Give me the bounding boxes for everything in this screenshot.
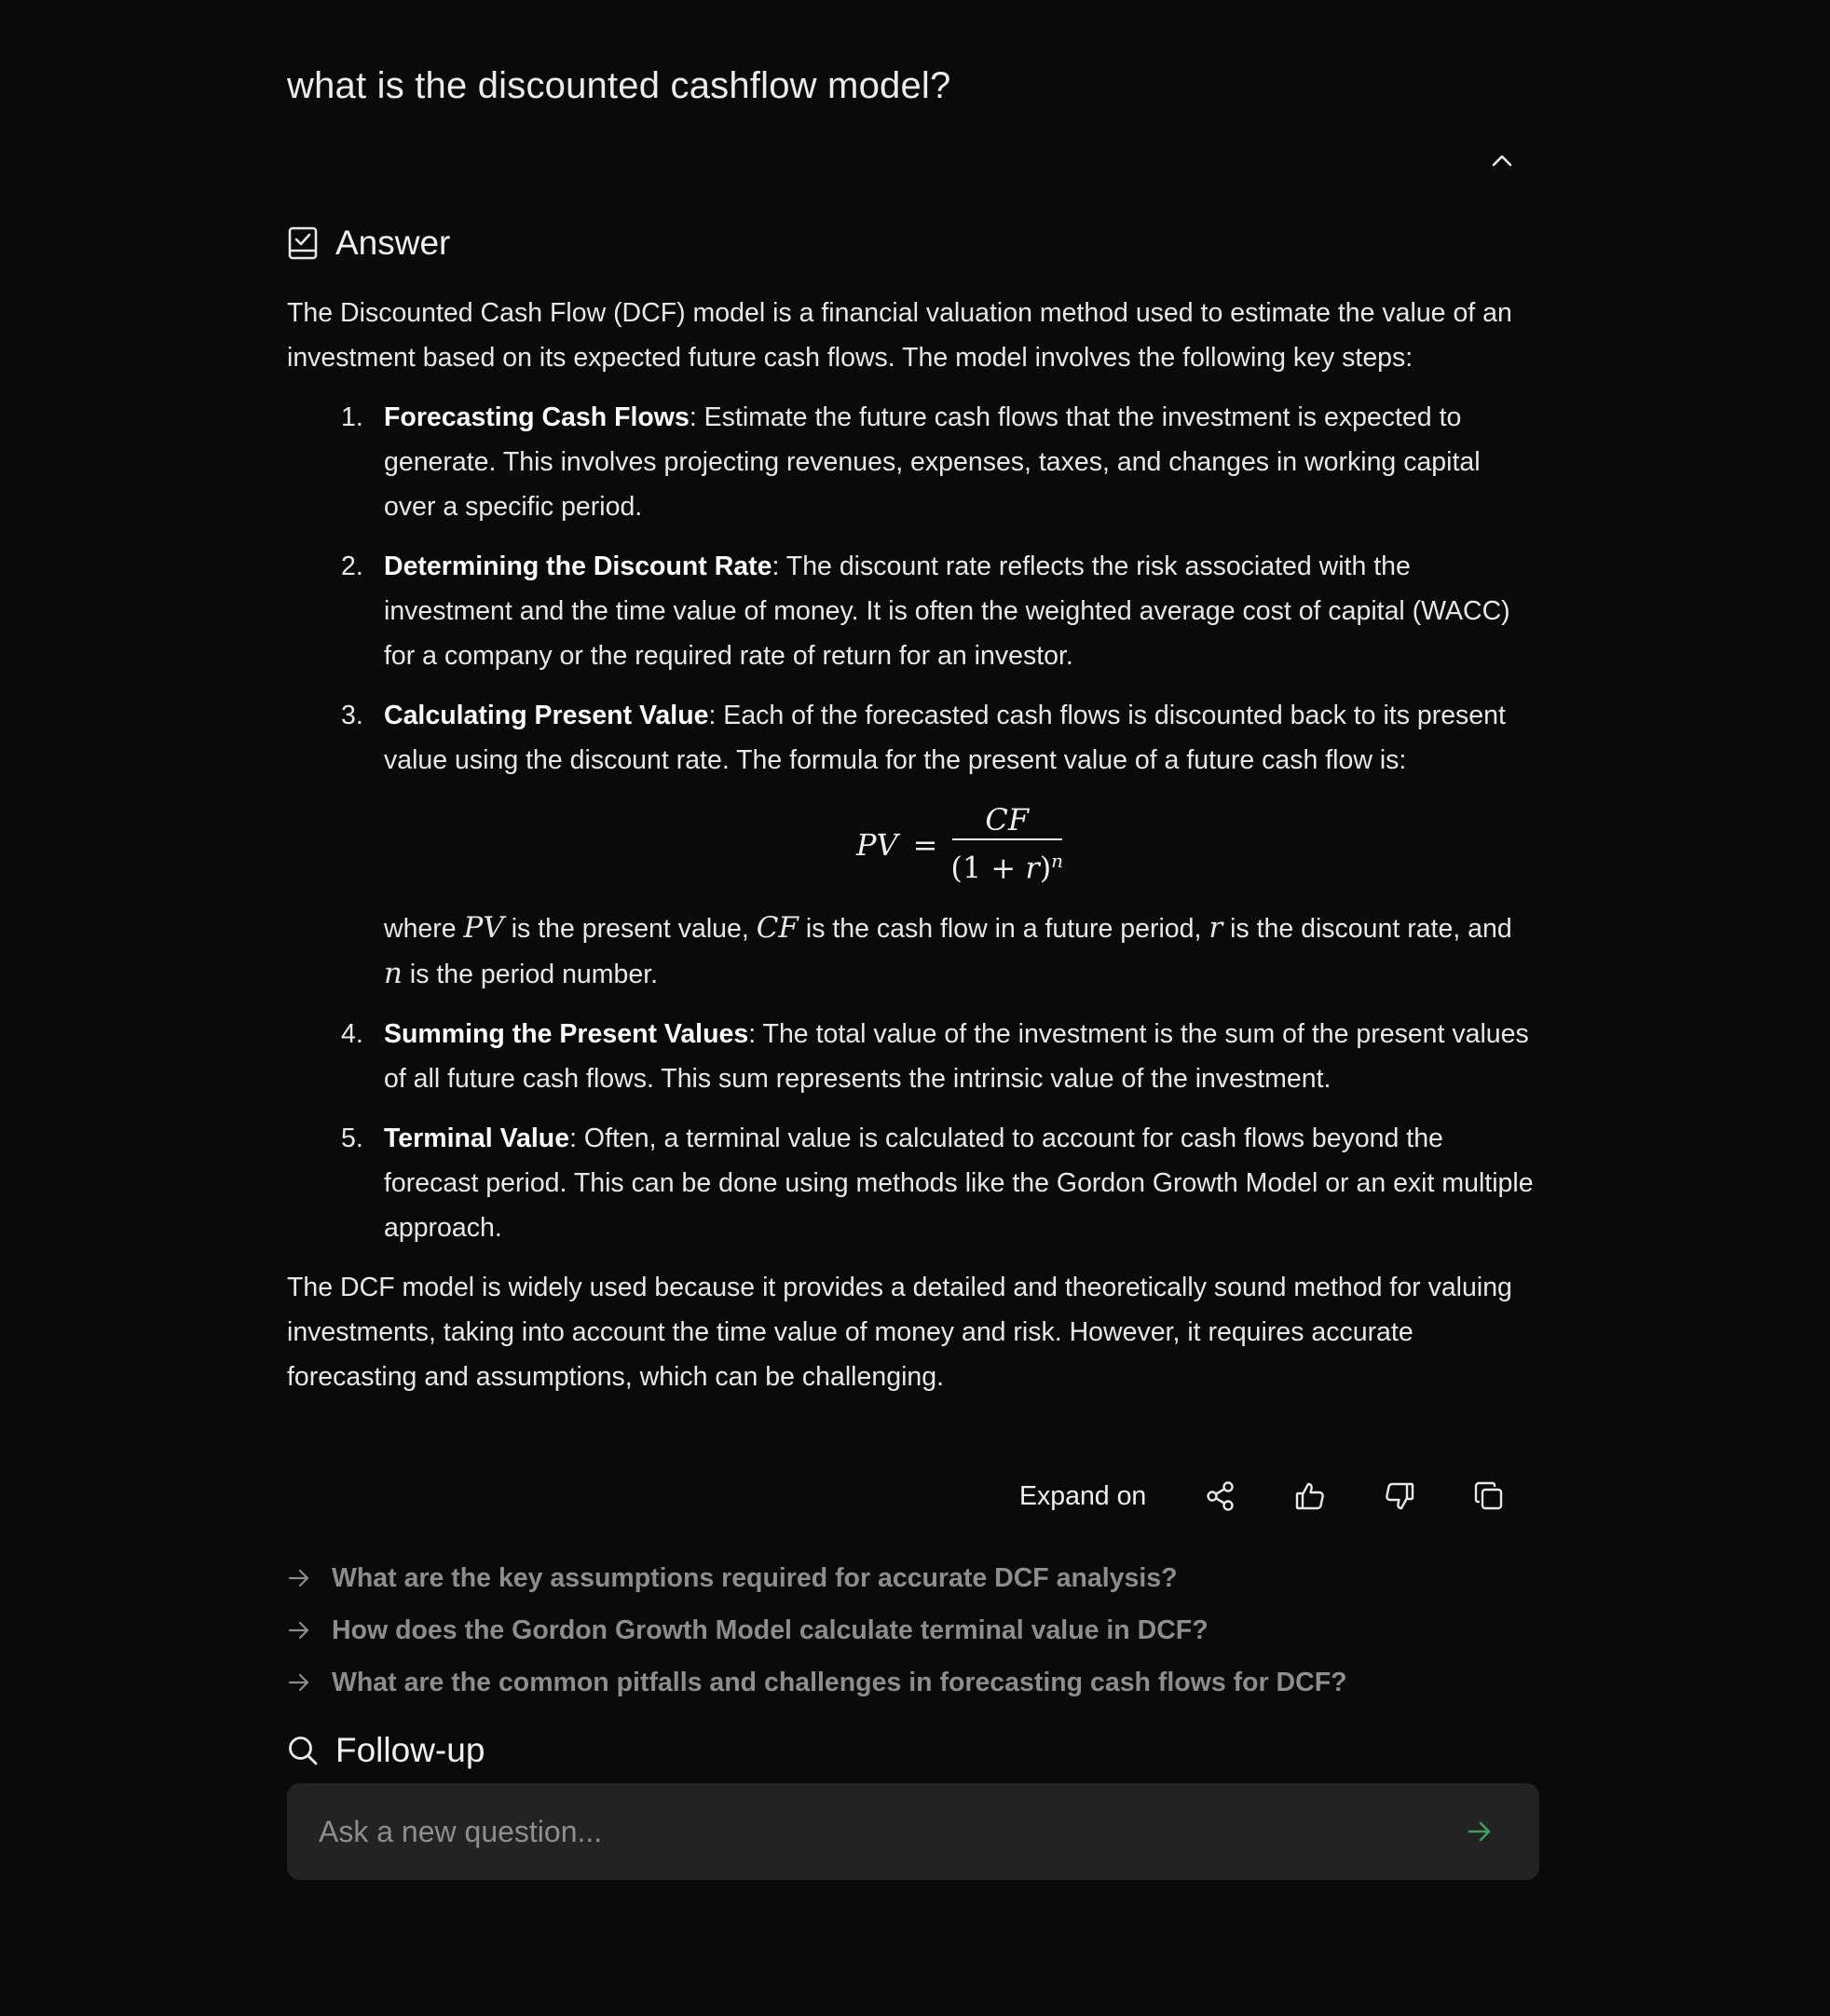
answer-conclusion: The DCF model is widely used because it provides a detailed and theoretically sound method for valuing investments, taking into account the time value of money and risk. However, it requires accurate forecasting and assumptions, which can be challenging. bbox=[287, 1272, 1512, 1392]
step-text: : The discount rate reflects the risk associated with the investment and the time value of money. It is often the weighted average cost of capital (WACC) for a company or the required rate of return for an investor. bbox=[384, 552, 1510, 671]
chevron-up-icon bbox=[1491, 154, 1513, 167]
arrow-right-icon bbox=[287, 1568, 332, 1588]
related-question-label: What are the key assumptions required for accurate DCF analysis? bbox=[332, 1562, 1178, 1593]
related-question-label: What are the common pitfalls and challenges in forecasting cash flows for DCF? bbox=[332, 1667, 1347, 1697]
search-icon bbox=[287, 1735, 319, 1766]
answer-actions bbox=[1019, 1476, 1506, 1517]
thumbs-up-icon[interactable] bbox=[1293, 1479, 1327, 1513]
related-question-label: How does the Gordon Growth Model calculate terminal value in DCF? bbox=[332, 1614, 1209, 1645]
where-text: is the present value, bbox=[503, 913, 757, 944]
formula-lhs: PV bbox=[855, 826, 898, 863]
formula-equals: = bbox=[912, 826, 938, 863]
den-var: r bbox=[1025, 850, 1040, 886]
step-text: : The total value of the investment is the sum of the present values of all future cash flows. This sum represents the intrinsic value of the investment. bbox=[384, 1018, 1529, 1094]
formula-fraction bbox=[950, 801, 1063, 889]
arrow-right-icon bbox=[1467, 1820, 1493, 1843]
step-number: 5. bbox=[341, 1123, 363, 1153]
followup-heading bbox=[287, 1731, 485, 1770]
where-var-cf: CF bbox=[756, 910, 799, 945]
step-text: : Each of the forecasted cash flows is discounted back to its present value using the discount rate. The formula for the present value of a future cash flow is: bbox=[384, 701, 1506, 775]
send-button[interactable] bbox=[1461, 1813, 1498, 1850]
collapse-button[interactable] bbox=[1487, 145, 1517, 175]
step-title: Summing the Present Values bbox=[384, 1018, 749, 1049]
formula-denominator bbox=[950, 840, 1063, 889]
related-questions bbox=[287, 1552, 1347, 1709]
step-text: : Often, a terminal value is calculated to account for cash flows beyond the forecast period. This can be done using methods like the Gordon Growth Model or an exit multiple approach. bbox=[384, 1123, 1534, 1243]
list-item bbox=[287, 544, 1536, 678]
where-var-n: n bbox=[384, 956, 403, 990]
step-title: Determining the Discount Rate bbox=[384, 552, 772, 581]
den-open: (1 + bbox=[950, 850, 1026, 886]
arrow-right-icon bbox=[287, 1672, 332, 1693]
list-item bbox=[287, 1116, 1536, 1250]
step-number: 4. bbox=[341, 1018, 363, 1049]
den-exponent: n bbox=[1051, 850, 1064, 872]
den-close: ) bbox=[1039, 850, 1052, 886]
step-text: : Estimate the future cash flows that the investment is expected to generate. This involves projecting revenues, expenses, taxes, and changes in working capital over a specific period. bbox=[384, 402, 1481, 522]
related-question[interactable] bbox=[287, 1604, 1347, 1656]
question-title: what is the discounted cashflow model? bbox=[287, 65, 951, 106]
where-text: is the discount rate, and bbox=[1222, 913, 1512, 944]
step-number: 3. bbox=[341, 701, 363, 730]
list-item bbox=[287, 1012, 1536, 1101]
expand-on-button[interactable]: Expand on bbox=[1019, 1480, 1147, 1511]
where-text: is the cash flow in a future period, bbox=[798, 913, 1209, 944]
steps-list bbox=[287, 395, 1536, 1250]
list-item bbox=[287, 693, 1536, 997]
formula-numerator: CF bbox=[985, 802, 1030, 838]
list-item bbox=[287, 395, 1536, 529]
followup-input-box bbox=[287, 1783, 1539, 1880]
followup-heading-label: Follow-up bbox=[335, 1731, 485, 1769]
followup-input[interactable] bbox=[287, 1814, 1461, 1850]
step-title: Terminal Value bbox=[384, 1123, 570, 1153]
copy-icon[interactable] bbox=[1472, 1479, 1506, 1513]
answer-book-icon bbox=[287, 225, 319, 261]
answer-intro: The Discounted Cash Flow (DCF) model is a financial valuation method used to estimate the value of an investment based on its expected future cash flows. The model involves the following key steps: bbox=[287, 298, 1512, 373]
where-var-r: r bbox=[1209, 910, 1223, 945]
answer-heading-label: Answer bbox=[335, 224, 451, 262]
formula-explanation bbox=[384, 906, 1536, 997]
step-title: Forecasting Cash Flows bbox=[384, 402, 690, 432]
where-text: is the period number. bbox=[402, 959, 659, 989]
related-question[interactable] bbox=[287, 1656, 1347, 1709]
answer-body bbox=[287, 291, 1536, 1399]
pv-formula bbox=[384, 801, 1536, 889]
related-question[interactable] bbox=[287, 1552, 1347, 1604]
thumbs-down-icon[interactable] bbox=[1383, 1479, 1416, 1513]
step-number: 1. bbox=[341, 402, 363, 432]
share-icon[interactable] bbox=[1204, 1479, 1237, 1513]
answer-heading bbox=[287, 224, 450, 263]
where-var-pv: PV bbox=[463, 910, 504, 945]
step-number: 2. bbox=[341, 552, 363, 581]
arrow-right-icon bbox=[287, 1620, 332, 1641]
step-title: Calculating Present Value bbox=[384, 701, 709, 730]
where-text: where bbox=[384, 913, 464, 944]
